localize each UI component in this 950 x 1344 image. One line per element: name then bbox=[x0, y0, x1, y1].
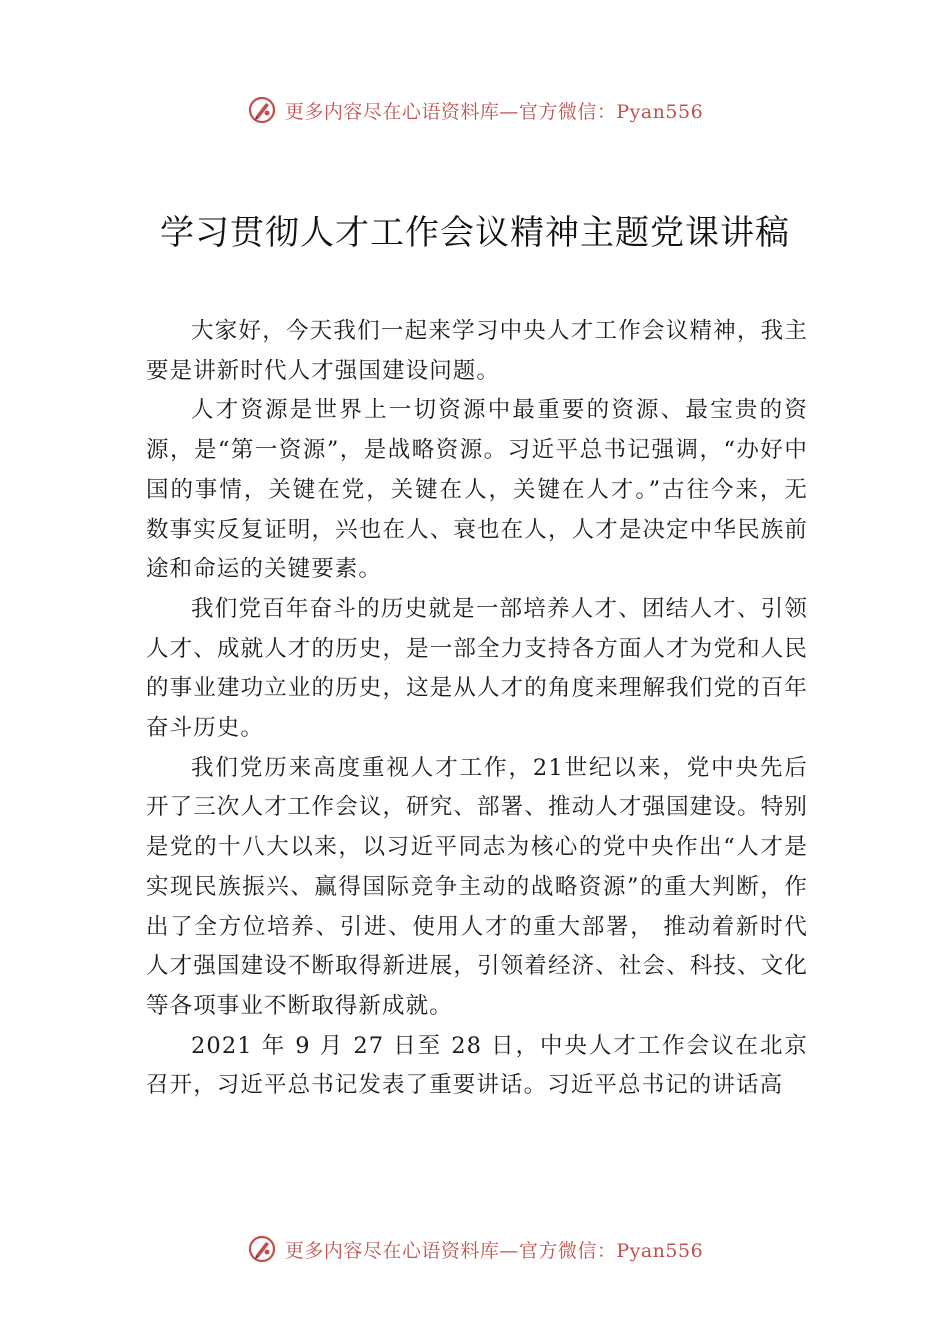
document-title: 学习贯彻人才工作会议精神主题党课讲稿 bbox=[160, 213, 790, 253]
paragraph: 我们党历来高度重视人才工作，21世纪以来，党中央先后开了三次人才工作会议，研究、部署、推动人才强国建设。特别是党的十八大以来，以习近平同志为核心的党中央作出“人才是实现民族振兴、赢得国际竞争主动的战略资源”的重大判断，作出了全方位培养、引进、使用人才的重大部署， 推动着新时代人才强国建设不断取得新进展，引领着经济、社会、科技、文化等各项事业不断取得新成就。 bbox=[146, 754, 808, 1019]
paragraph: 人才资源是世界上一切资源中最重要的资源、最宝贵的资源，是“第一资源”，是战略资源。习近平总书记强调，“办好中国的事情，关键在党，关键在人，关键在人才。”古往今来，无数事实反复证明，兴也在人、衰也在人，人才是决定中华民族前途和命运的关键要素。 bbox=[146, 397, 808, 583]
watermark-footer bbox=[0, 1234, 950, 1264]
paragraph: 2021 年 9 月 27 日至 28 日，中央人才工作会议在北京召开，习近平总书记发表了重要讲话。习近平总书记的讲话高 bbox=[146, 1032, 808, 1099]
watermark-header bbox=[0, 95, 950, 125]
paragraph: 大家好，今天我们一起来学习中央人才工作会议精神，我主要是讲新时代人才强国建设问题。 bbox=[146, 318, 808, 384]
watermark-text: 更多内容尽在心语资料库—官方微信：Pyan556 bbox=[284, 100, 704, 123]
watermark-text: 更多内容尽在心语资料库—官方微信：Pyan556 bbox=[284, 1239, 704, 1262]
pen-circle-icon bbox=[247, 1234, 277, 1264]
paragraph: 我们党百年奋斗的历史就是一部培养人才、团结人才、引领人才、成就人才的历史，是一部全力支持各方面人才为党和人民的事业建功立业的历史，这是从人才的角度来理解我们党的百年奋斗历史。 bbox=[146, 595, 808, 742]
pen-circle-icon bbox=[247, 95, 277, 125]
document-body bbox=[146, 312, 808, 1106]
